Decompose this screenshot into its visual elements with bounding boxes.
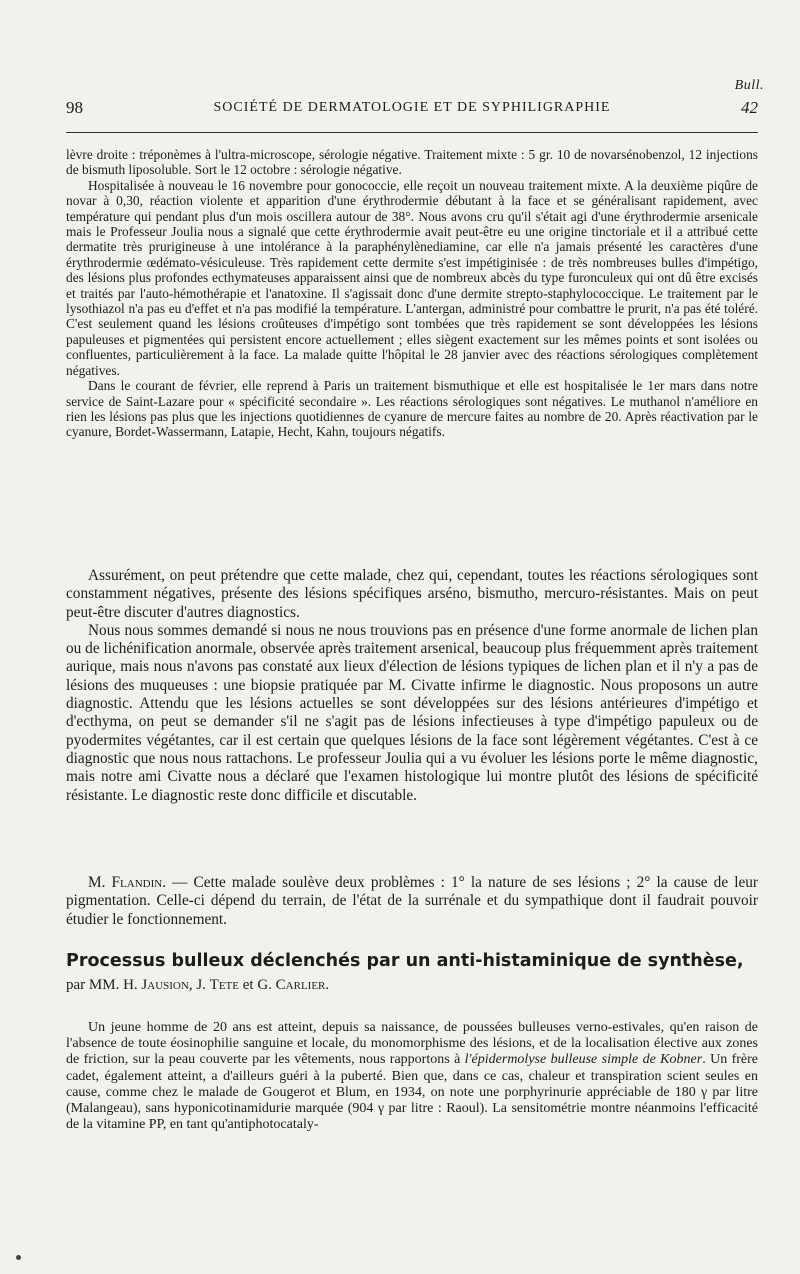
margin-mark bbox=[16, 1255, 21, 1260]
journal-title: SOCIÉTÉ DE DERMATOLOGIE ET DE SYPHILIGRAPHIE bbox=[213, 100, 611, 115]
header-rule bbox=[66, 132, 758, 133]
paragraph: Dans le courant de février, elle reprend à Paris un traitement bismuthique et elle est hospitalisée le 1er mars dans notre service de Saint-Lazare pour « spécificité secondaire ». Les réactions sérologiques sont négatives. Le muthanol n'améliore en rien les lésions pas plus que les injections quotidiennes de cyanure de mercure faites au nombre de 20. Après réactivation par le cyanure, Bordet-Wassermann, Latapie, Hecht, Kahn, toujours négatifs. bbox=[66, 378, 758, 440]
speaker-name: M. Flandin. bbox=[88, 874, 167, 891]
paragraph: Hospitalisée à nouveau le 16 novembre pour gonococcie, elle reçoit un nouveau traitement mixte. A la deuxième piqûre de novar à 0,30, réaction violente et apparition d'une érythrodermie débutant à la face et se généralisant rapidement, avec température qui pendant plus d'un mois oscillera autour de 38°. Nous avons cru qu'il s'était agi d'une érythrodermie arsenicale mais le Professeur Joulia nous a signalé que cette érythrodermie avait peut-être eu une origine tinctoriale et il a attribué cette dermatite très prurigineuse à une intolérance à la paraphénylènediamine, car elle n'a jamais présenté les caractères d'une érythrodermie œdémato-vésiculeuse. Très rapidement cette dermite s'est impétiginisée : de très nombreuses bulles d'impétigo, des lésions plus profondes ecthymateuses apparaissent ainsi que de nombreux abcès du type furonculeux qui ont dû être excisés et traités par l'auto-hémothérapie et l'anatoxine. Il s'agissait donc d'une dermite strepto-staphylococcique. Le traitement par le lysothiazol n'a pas eu d'effet et n'a pas modifié la température. L'antergan, administré pour combattre le prurit, n'a pas été toléré. C'est seulement quand les lésions croûteuses d'impétigo sont tombées que très rapidement se sont développées les lésions papuleuses et pigmentées qui persistent encore actuellement ; elles siègent exactement sur les mêmes points et sont isolées ou confluentes, particulièrement à la face. La malade quitte l'hôpital le 28 janvier avec des réactions sérologiques complètement négatives. bbox=[66, 177, 758, 378]
flandin-comment bbox=[66, 874, 758, 929]
article-title: Processus bulleux déclenchés par un anti-histaminique de synthèse, bbox=[66, 951, 744, 971]
italic-term: l'épidermolyse bulleuse simple de Kobner bbox=[464, 1052, 703, 1068]
running-header bbox=[66, 98, 758, 122]
bulletin-mark: Bull. bbox=[734, 78, 764, 93]
issue-number: 42 bbox=[741, 98, 758, 117]
paragraph: Assurément, on peut prétendre que cette malade, chez qui, cependant, toutes les réactions sérologiques sont constamment négatives, présente des lésions spécifiques arséno, bismutho, mercuro-résistantes. Mais on peut peut-être discuter d'autres diagnostics. bbox=[66, 567, 758, 621]
author-name: Carlier bbox=[275, 977, 326, 993]
page-number: 98 bbox=[66, 98, 83, 117]
article-heading: Processus bulleux déclenchés par un anti-histaminique de synthèse, par MM. H. Jausion, J. Tete et G. Carlier. bbox=[66, 951, 744, 993]
paragraph: Nous nous sommes demandé si nous ne nous trouvions pas en présence d'une forme anormale de lichen plan ou de lichénification anormale, observée après traitement arsenical, beaucoup plus fréquemment après traitement aurique, mais nous n'avons pas constaté aux lieux d'élection de lésions typiques de lichen plan et il n'y a pas de lésions des muqueuses : une biopsie pratiquée par M. Civatte infirme le diagnostic. Nous proposons un autre diagnostic. Attendu que les lésions actuelles se sont développées sur des lésions antérieures d'impétigo et d'ecthyma, on peut se demander s'il ne s'agit pas de lésions infectieuses à type d'impétigo papuleux ou de pyodermites végétantes, car il est certain que quelques lésions de la face sont légèrement végétantes. C'est à ce diagnostic que nous nous rattachons. Le professeur Joulia qui a vu évoluer les lésions porte le même diagnostic, mais notre ami Civatte nous a déclaré que l'examen histologique lui montre plutôt des lésions de spécificité résistante. Le diagnostic reste donc difficile et discutable. bbox=[66, 621, 758, 804]
case-report-block bbox=[66, 147, 758, 440]
paragraph: lèvre droite : tréponèmes à l'ultra-microscope, sérologie négative. Traitement mixte : 5 gr. 10 de novarsénobenzol, 12 injections de bismuth liposoluble. Sort le 12 octobre : sérologie négative. bbox=[66, 147, 758, 178]
article-body: Un jeune homme de 20 ans est atteint, depuis sa naissance, de poussées bulleuses verno-estivales, qu'en raison de l'absence de toute éosinophilie sanguine et locale, du monomorphisme des lésions, et de la localisation élective aux zones de friction, sur la peau couverte par les vêtements, nous rapportons à l'épidermolyse bulleuse simple de Kobner. Un frère cadet, également atteint, a d'ailleurs guéri à la puberté. Bien que, dans ce cas, chaleur et transpiration scient seules en cause, comme chez le malade de Gougerot et Blum, en 1934, on note une porphyrinurie appréciable de 180 γ par litre (Malangeau), sans hyponicotinamidurie marquée (904 γ par litre : Raoul). La sensitométrie montre néanmoins l'efficacité de la vitamine PP, en tant qu'antiphotocataly- bbox=[66, 1020, 758, 1133]
author-name: Jausion bbox=[141, 977, 189, 993]
comment-text: — Cette malade soulève deux problèmes : 1° la nature de ses lésions ; 2° la cause de leur pigmentation. Celle-ci dépend du terrain, de l'état de la surrénale et du sympathique dont il faudrait pouvoir étudier le fonctionnement. bbox=[66, 874, 758, 928]
author-name: Tete bbox=[209, 977, 239, 993]
discussion-block bbox=[66, 567, 758, 805]
